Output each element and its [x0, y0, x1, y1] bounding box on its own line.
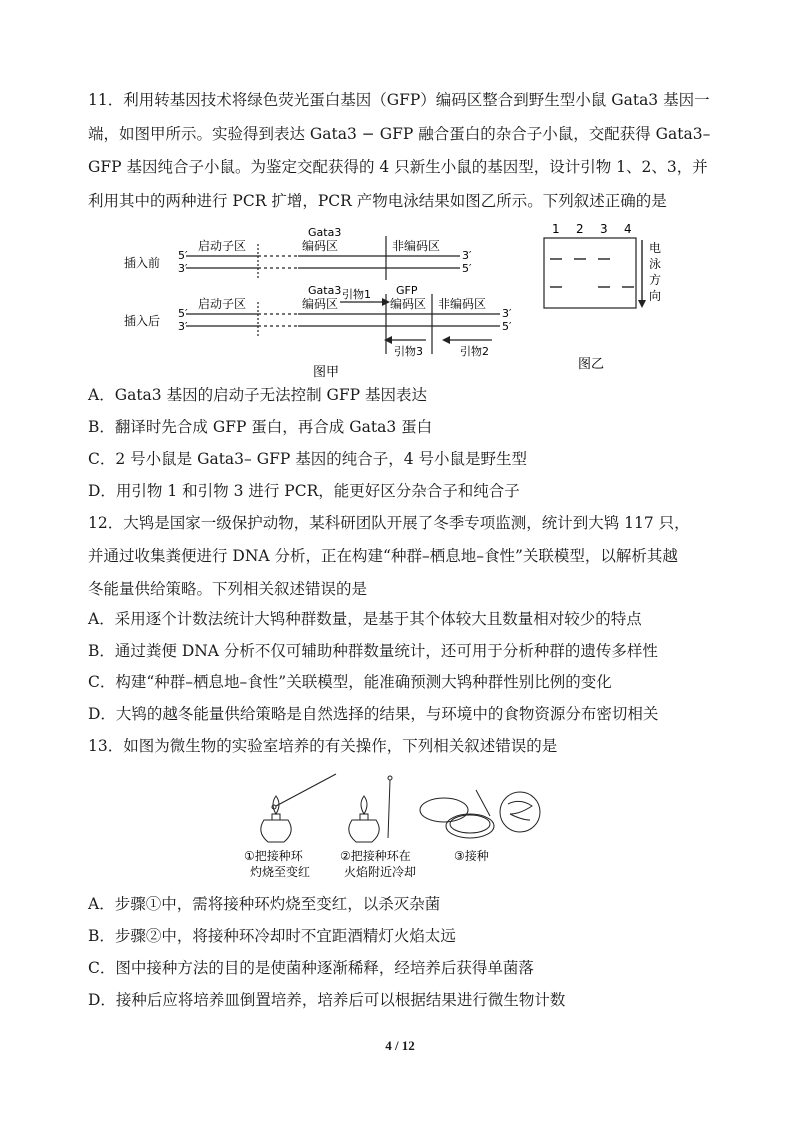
q13-option-c[interactable]: C．图中接种方法的目的是使菌种逐渐稀释，经培养后获得单菌落 [88, 959, 534, 977]
label-primer1: 引物1 [342, 288, 371, 301]
label-after: 插入后 [124, 314, 161, 328]
step1-line1: ①把接种环 [244, 849, 303, 863]
q11-stem-line-1: 11．利用转基因技术将绿色荧光蛋白基因（GFP）编码区整合到野生型小鼠 Gata3 基因一 [88, 91, 710, 109]
svg-text:编码区: 编码区 [302, 297, 339, 311]
svg-text:5′: 5′ [462, 262, 472, 275]
q11-option-a[interactable]: A．Gata3 基因的启动子无法控制 GFP 基因表达 [88, 386, 427, 404]
svg-text:2: 2 [576, 222, 584, 236]
label-promoter-before: 启动子区 [198, 239, 247, 253]
svg-text:3: 3 [600, 222, 608, 236]
step3-label: ③接种 [454, 849, 489, 863]
svg-text:向: 向 [649, 289, 662, 303]
svg-text:5′: 5′ [502, 320, 512, 333]
q12-stem-line-3: 冬能量供给策略。下列相关叙述错误的是 [88, 580, 368, 598]
label-primer2: 引物2 [460, 345, 489, 358]
step1-line2: 灼烧至变红 [250, 865, 311, 879]
svg-text:Gata3: Gata3 [308, 284, 342, 297]
svg-text:Gata3: Gata3 [308, 226, 342, 239]
label-before: 插入前 [124, 256, 161, 270]
svg-text:3′: 3′ [502, 307, 512, 320]
svg-text:3′: 3′ [178, 262, 188, 275]
q11-stem-line-2: 端，如图甲所示。实验得到表达 Gata3 − GFP 融合蛋白的杂合子小鼠，交配获得 Gata3– [88, 125, 711, 143]
q13-option-a[interactable]: A．步骤①中，需将接种环灼烧至变红，以杀灭杂菌 [88, 895, 441, 913]
svg-text:编码区: 编码区 [302, 239, 339, 253]
svg-text:4: 4 [624, 222, 632, 236]
svg-text:电: 电 [649, 241, 662, 255]
figure-inoculation [240, 770, 580, 880]
q12-option-c[interactable]: C．构建“种群–栖息地–食性”关联模型，能准确预测大鸨种群性别比例的变化 [88, 673, 612, 691]
svg-text:5′: 5′ [178, 307, 188, 320]
step2-line1: ②把接种环在 [340, 849, 411, 863]
svg-text:泳: 泳 [649, 257, 662, 271]
q12-option-d[interactable]: D．大鸨的越冬能量供给策略是自然选择的结果，与环境中的食物资源分布密切相关 [88, 705, 659, 723]
q11-option-b[interactable]: B．翻译时先合成 GFP 蛋白，再合成 Gata3 蛋白 [88, 418, 433, 436]
svg-text:编码区: 编码区 [390, 297, 427, 311]
q13-option-b[interactable]: B．步骤②中，将接种环冷却时不宜距酒精灯火焰太远 [88, 927, 456, 945]
alcohol-lamp-icon [261, 774, 336, 842]
q11-stem-line-4: 利用其中的两种进行 PCR 扩增，PCR 产物电泳结果如图乙所示。下列叙述正确的是 [88, 192, 667, 210]
svg-text:非编码区: 非编码区 [392, 239, 441, 253]
label-primer3: 引物3 [394, 345, 423, 358]
petri-dish-icon [420, 790, 540, 838]
figure-jia [120, 222, 530, 382]
caption-jia: 图甲 [313, 365, 340, 380]
q13-stem-line-1: 13．如图为微生物的实验室培养的有关操作，下列相关叙述错误的是 [88, 737, 558, 755]
alcohol-lamp-icon [349, 776, 392, 842]
q12-stem-line-2: 并通过收集粪便进行 DNA 分析，正在构建“种群–栖息地–食性”关联模型，以解析其越 [88, 547, 678, 565]
svg-text:GFP: GFP [396, 284, 418, 297]
page-number: 4 / 12 [385, 1038, 415, 1053]
svg-text:5′: 5′ [178, 249, 188, 262]
q12-stem-line-1: 12．大鸨是国家一级保护动物，某科研团队开展了冬季专项监测，统计到大鸨 117 只， [88, 514, 690, 532]
q11-stem-line-3: GFP 基因纯合子小鼠。为鉴定交配获得的 4 只新生小鼠的基因型，设计引物 1、2、3，并 [88, 158, 708, 176]
figure-yi [538, 218, 678, 378]
caption-yi: 图乙 [578, 357, 605, 372]
step2-line2: 火焰附近冷却 [344, 865, 417, 879]
svg-text:3′: 3′ [178, 320, 188, 333]
q12-option-b[interactable]: B．通过粪便 DNA 分析不仅可辅助种群数量统计，还可用于分析种群的遗传多样性 [88, 642, 658, 660]
q13-option-d[interactable]: D．接种后应将培养皿倒置培养，培养后可以根据结果进行微生物计数 [88, 991, 566, 1009]
q11-option-c[interactable]: C．2 号小鼠是 Gata3– GFP 基因的纯合子，4 号小鼠是野生型 [88, 450, 527, 468]
svg-text:3′: 3′ [462, 249, 472, 262]
label-promoter-after: 启动子区 [198, 297, 247, 311]
svg-text:1: 1 [552, 222, 560, 236]
q12-option-a[interactable]: A．采用逐个计数法统计大鸨种群数量，是基于其个体较大且数量相对较少的特点 [88, 610, 642, 628]
q11-option-d[interactable]: D．用引物 1 和引物 3 进行 PCR，能更好区分杂合子和纯合子 [88, 482, 520, 500]
svg-text:非编码区: 非编码区 [438, 297, 487, 311]
svg-text:方: 方 [649, 273, 662, 287]
